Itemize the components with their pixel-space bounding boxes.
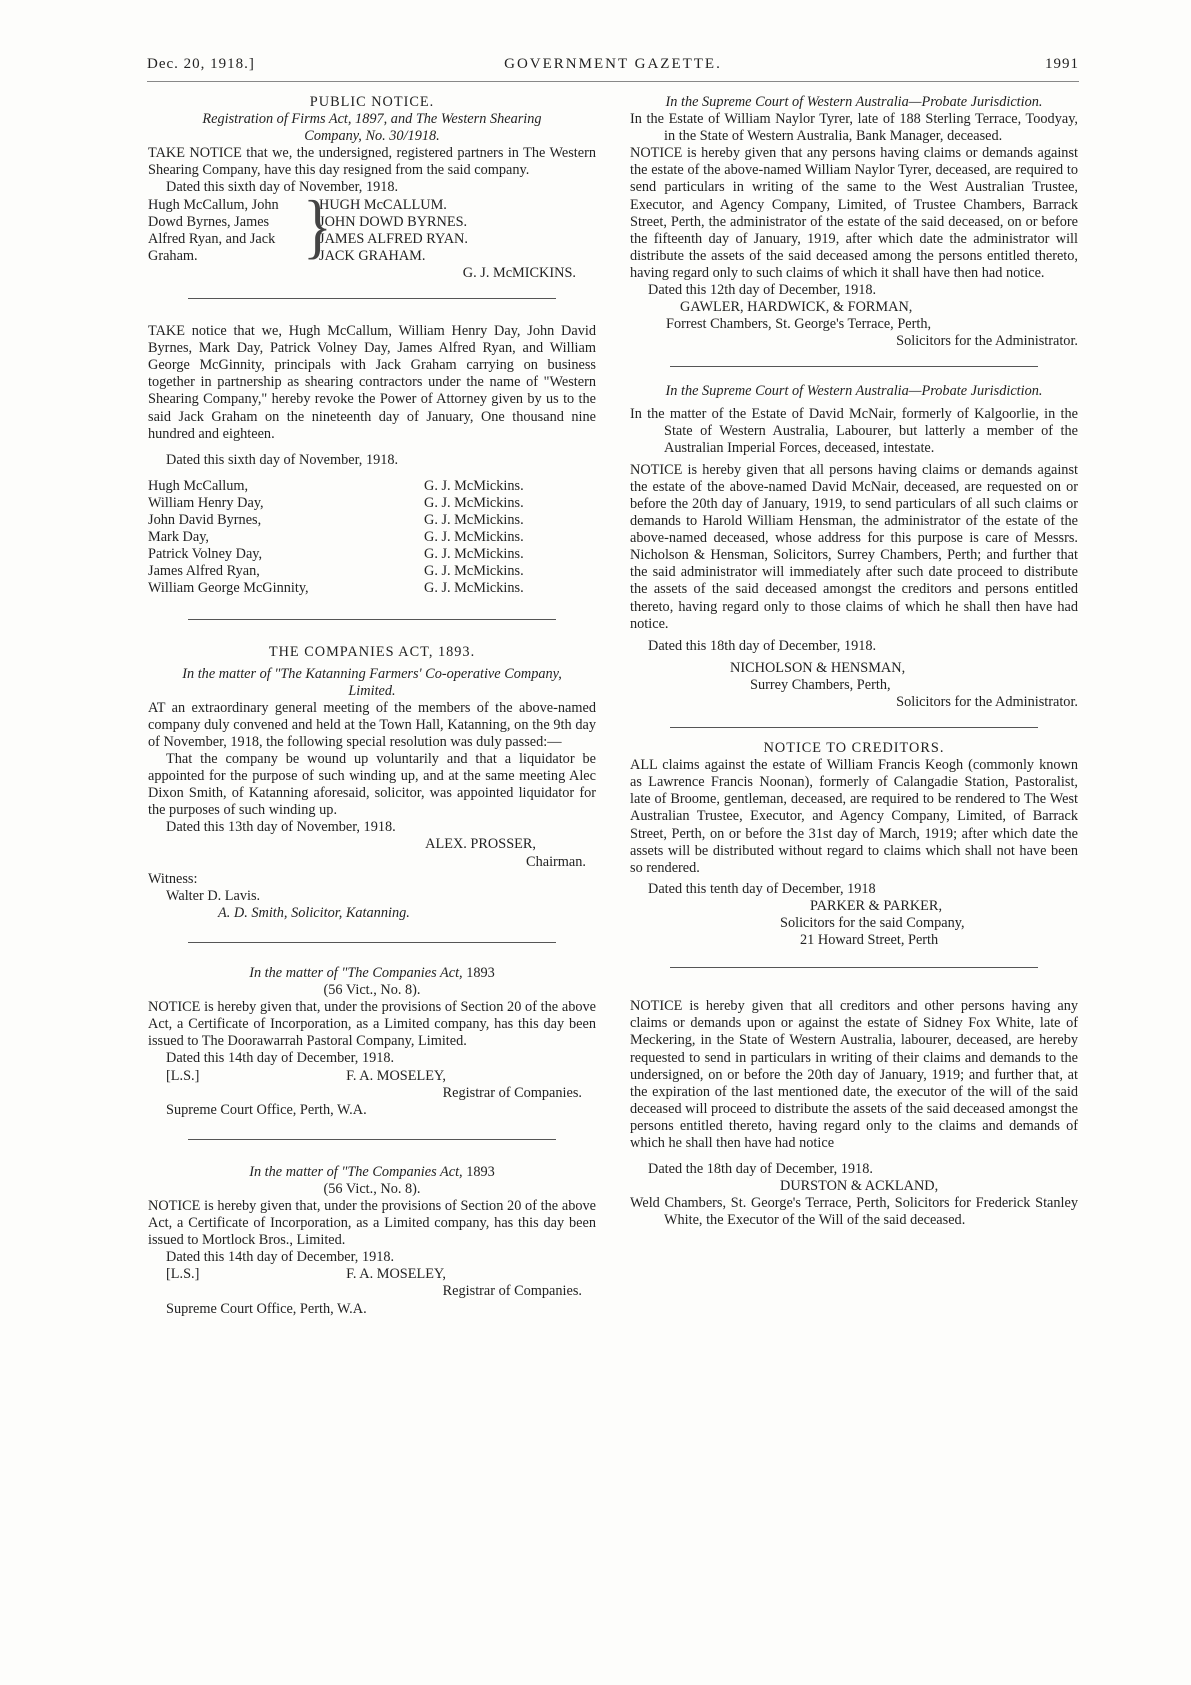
header-page-number: 1991: [1045, 56, 1079, 72]
notice-body: NOTICE is hereby given that, under the provisions of Section 20 of the above Act, a Certificate of Incorporation, as a Limited company, has this day been issued to Mortlock Bros., Limited.: [148, 1197, 596, 1249]
signature-name: ALEX. PROSSER,: [425, 836, 536, 853]
signature-name: F. A. MOSELEY,: [346, 1067, 446, 1084]
notice-dated: Dated this 18th day of December, 1918.: [648, 637, 877, 654]
notice-body: NOTICE is hereby given that any persons having claims or demands against the estate of the above-named William Naylor Tyrer, deceased, are required to send particulars in writing of the same to the West Australian Trustee, Executor, and Agency Company, Limited, of Trustee Chambers, Barrack Street, Perth, the administrator of the estate of the said deceased, on or before the fifteenth day of January, 1919, after which date the administrator will distribute the assets of the said deceased among the persons entitled thereto, having regard only to such claims of which it shall have then had notice.: [630, 145, 1078, 281]
notice-subheading: In the matter of "The Katanning Farmers' Co-operative Company, Limited.: [182, 665, 562, 699]
notice-subheading: (56 Vict., No. 8).: [323, 982, 421, 999]
section-divider: [188, 1139, 556, 1140]
notice-heading: In the matter of "The Companies Act, 1893: [249, 1163, 495, 1180]
signature-address: 21 Howard Street, Perth: [800, 932, 939, 949]
signature-address: Weld Chambers, St. George's Terrace, Perth, Solicitors for Frederick Stanley White, the Executor of the Will of the said deceased.: [630, 1195, 1078, 1229]
left-column: [148, 94, 596, 1318]
signature-row: [148, 563, 596, 580]
partner-names: Hugh McCallum, John Dowd Byrnes, James Alfred Ryan, and Jack Graham.: [148, 196, 279, 264]
signature-row: [148, 529, 596, 546]
partner-name: John David Byrnes,: [148, 511, 262, 528]
signature-name: JACK GRAHAM.: [319, 247, 426, 264]
notice-body: TAKE NOTICE that we, the undersigned, registered partners in The Western Shearing Company, have this day resigned from the said company.: [148, 145, 596, 179]
signature-name: PARKER & PARKER,: [810, 897, 943, 914]
signature-row: [148, 546, 596, 563]
signature-row: [148, 580, 596, 597]
page-header: [147, 56, 1079, 78]
witness-signature: G. J. McMickins.: [424, 563, 524, 580]
signature-name: JOHN DOWD BYRNES.: [319, 213, 468, 230]
signature-title: Solicitors for the Administrator.: [896, 694, 1078, 710]
notice-dated: Dated this 14th day of December, 1918.: [166, 1249, 395, 1266]
notice-to-creditors-keogh: [630, 740, 1078, 949]
notice-firm-registration: [148, 94, 596, 282]
right-column: [630, 94, 1078, 1229]
section-divider: [188, 942, 556, 943]
signature-row: [148, 478, 596, 495]
office-line: Supreme Court Office, Perth, W.A.: [166, 1300, 367, 1317]
witness-signature: G. J. McMickins.: [424, 529, 524, 546]
header-title: GOVERNMENT GAZETTE.: [504, 56, 722, 72]
witness-signature: G. J. McMickins.: [424, 477, 524, 494]
signature-row: [148, 495, 596, 512]
signature-title: Chairman.: [526, 853, 586, 870]
section-divider: [188, 298, 556, 299]
notice-mortlock-incorporation: [148, 1164, 596, 1318]
notice-heading: THE COMPANIES ACT, 1893.: [268, 644, 476, 661]
notice-body: NOTICE is hereby given that all creditors and other persons having any claims or demands upon or against the estate of Sidney Fox White, late of Meckering, in the State of Western Australia, labourer, deceased, are hereby requested to send in particulars in writing of their claims and demands to the undersigned, on or before the 20th day of January, 1919; and further that, at the expiration of the last mentioned date, the executor of the will of the said deceased will proceed to distribute the assets of the said deceased amongst the persons entitled thereto, having regard only to the claims and demands of which he shall then have had notice: [630, 998, 1078, 1151]
notice-body: AT an extraordinary general meeting of the members of the above-named company duly convened and held at the Town Hall, Katanning, on the 9th day of November, 1918, the following special resolution was duly passed:—: [148, 699, 596, 750]
notice-matter: In the matter of the Estate of David McNair, formerly of Kalgoorlie, in the State of Western Australia, Labourer, but latterly a member of the Australian Imperial Forces, deceased, intestate.: [630, 405, 1078, 456]
seal-mark: [L.S.]: [166, 1266, 200, 1283]
partner-name: William George McGinnity,: [148, 580, 309, 597]
signature-address: Surrey Chambers, Perth,: [750, 676, 891, 693]
signature-list: [148, 478, 596, 598]
notice-tyrer-estate: [630, 94, 1078, 350]
notice-dated: Dated this 13th day of November, 1918.: [166, 819, 396, 836]
notice-dated: Dated this sixth day of November, 1918.: [166, 451, 399, 468]
notice-power-of-attorney: [148, 323, 596, 597]
notice-subheading: (56 Vict., No. 8).: [323, 1180, 421, 1197]
notice-white-estate: [630, 998, 1078, 1229]
witness-signature: G. J. McMickins.: [424, 494, 524, 511]
section-divider: [188, 619, 556, 620]
notice-dated: Dated this 14th day of December, 1918.: [166, 1050, 395, 1067]
signature-name: HUGH McCALLUM.: [319, 196, 447, 213]
signature-name: DURSTON & ACKLAND,: [780, 1178, 939, 1195]
section-divider: [670, 967, 1038, 968]
witness-label: Witness:: [148, 870, 198, 887]
notice-dated: Dated this tenth day of December, 1918: [648, 880, 876, 897]
signature-name: GAWLER, HARDWICK, & FORMAN,: [680, 299, 913, 316]
partner-name: James Alfred Ryan,: [148, 563, 260, 580]
signature-title: Solicitors for the said Company,: [780, 915, 965, 932]
notice-body: NOTICE is hereby given that all persons having claims or demands against the estate of the above-named David McNair, deceased, are requested on or before the 20th day of January, 1919, to send particulars of all such claims or demands to Harold William Hensman, the administrator of the estate of the above-named deceased, whose address for this purpose is care of Messrs. Nicholson & Hensman, Solicitors, Surrey Chambers, Perth; and further that the said administrator will immediately after such date proceed to distribute the assets of the said deceased amongst the creditors and persons entitled thereto, having regard only to those claims of which he shall then have had notice.: [630, 461, 1078, 632]
header-rule: [147, 81, 1079, 82]
notice-body: NOTICE is hereby given that, under the provisions of Section 20 of the above Act, a Certificate of Incorporation, as a Limited company, has this day been issued to The Doorawarrah Pastoral Company, Limited.: [148, 999, 596, 1050]
notice-dated: Dated this 12th day of December, 1918.: [648, 282, 877, 299]
partner-name: Patrick Volney Day,: [148, 546, 263, 563]
notice-subheading: Registration of Firms Act, 1897, and The Western Shearing Company, No. 30/1918.: [202, 111, 542, 145]
office-line: Supreme Court Office, Perth, W.A.: [166, 1101, 367, 1118]
partner-name: Mark Day,: [148, 529, 210, 546]
notice-heading: In the Supreme Court of Western Australia—Probate Jurisdiction.: [665, 383, 1043, 400]
witness-signature: G. J. McMICKINS.: [462, 264, 576, 281]
notice-heading: In the Supreme Court of Western Australia—Probate Jurisdiction.: [665, 94, 1043, 110]
notice-heading: NOTICE TO CREDITORS.: [763, 740, 945, 757]
notice-matter: In the Estate of William Naylor Tyrer, late of 188 Sterling Terrace, Toodyay, in the State of Western Australia, Bank Manager, deceased.: [630, 111, 1078, 145]
signature-address: Forrest Chambers, St. George's Terrace, Perth,: [666, 316, 932, 333]
signature-title: Registrar of Companies.: [442, 1084, 582, 1101]
header-date: Dec. 20, 1918.]: [147, 56, 255, 72]
signature-row: [148, 512, 596, 529]
signature-title: Registrar of Companies.: [442, 1283, 582, 1300]
notice-mcnair-estate: [630, 383, 1078, 711]
notice-body: ALL claims against the estate of William Francis Keogh (commonly known as Lawrence Francis Noonan), formerly of Calangadie Station, Pastoralist, late of Broome, gentleman, deceased, are required to be rendered to The West Australian Trustee, Executor, and Agency Company, Limited, of Barrack Street, Perth, on or before the 31st day of March, 1919; after which date the assets will be distributed without regard to claims which shall not have been so rendered.: [630, 757, 1078, 876]
notice-doorawarrah-incorporation: [148, 965, 596, 1119]
section-divider: [670, 366, 1038, 367]
notice-companies-act-katanning: [148, 644, 596, 922]
notice-heading: In the matter of "The Companies Act, 1893: [249, 964, 495, 981]
signature-name: NICHOLSON & HENSMAN,: [730, 659, 906, 676]
signature-name: JAMES ALFRED RYAN.: [319, 230, 468, 247]
witness-signature: G. J. McMickins.: [424, 511, 524, 528]
notice-resolution: That the company be wound up voluntarily and that a liquidator be appointed for the purpose of such winding up, and at the same meeting Alec Dixon Smith, of Katanning aforesaid, solicitor, was appointed liquidator for the purposes of such winding up.: [148, 751, 596, 819]
notice-dated: Dated this sixth day of November, 1918.: [166, 179, 399, 196]
notice-dated: Dated the 18th day of December, 1918.: [648, 1161, 873, 1178]
witness-name: Walter D. Lavis.: [166, 887, 261, 904]
seal-mark: [L.S.]: [166, 1067, 200, 1084]
witness-signature: G. J. McMickins.: [424, 546, 524, 563]
partner-name: William Henry Day,: [148, 494, 264, 511]
signature-name: F. A. MOSELEY,: [346, 1266, 446, 1283]
notice-body: TAKE notice that we, Hugh McCallum, William Henry Day, John David Byrnes, Mark Day, Patrick Volney Day, James Alfred Ryan, and William George McGinnity, principals with Jack Graham carrying on business together in partnership as shearing contractors under the name of "Western Shearing Company," hereby revoke the Power of Attorney given by us to the said Jack Graham on the nineteenth day of January, One thousand nine hundred and eighteen.: [148, 323, 596, 442]
partner-name: Hugh McCallum,: [148, 477, 249, 494]
section-divider: [670, 727, 1038, 728]
notice-heading: PUBLIC NOTICE.: [309, 94, 435, 110]
witness-signature: G. J. McMickins.: [424, 580, 524, 597]
witness-detail: A. D. Smith, Solicitor, Katanning.: [218, 904, 410, 921]
signature-title: Solicitors for the Administrator.: [896, 333, 1078, 350]
brace-mark: }: [303, 186, 332, 266]
